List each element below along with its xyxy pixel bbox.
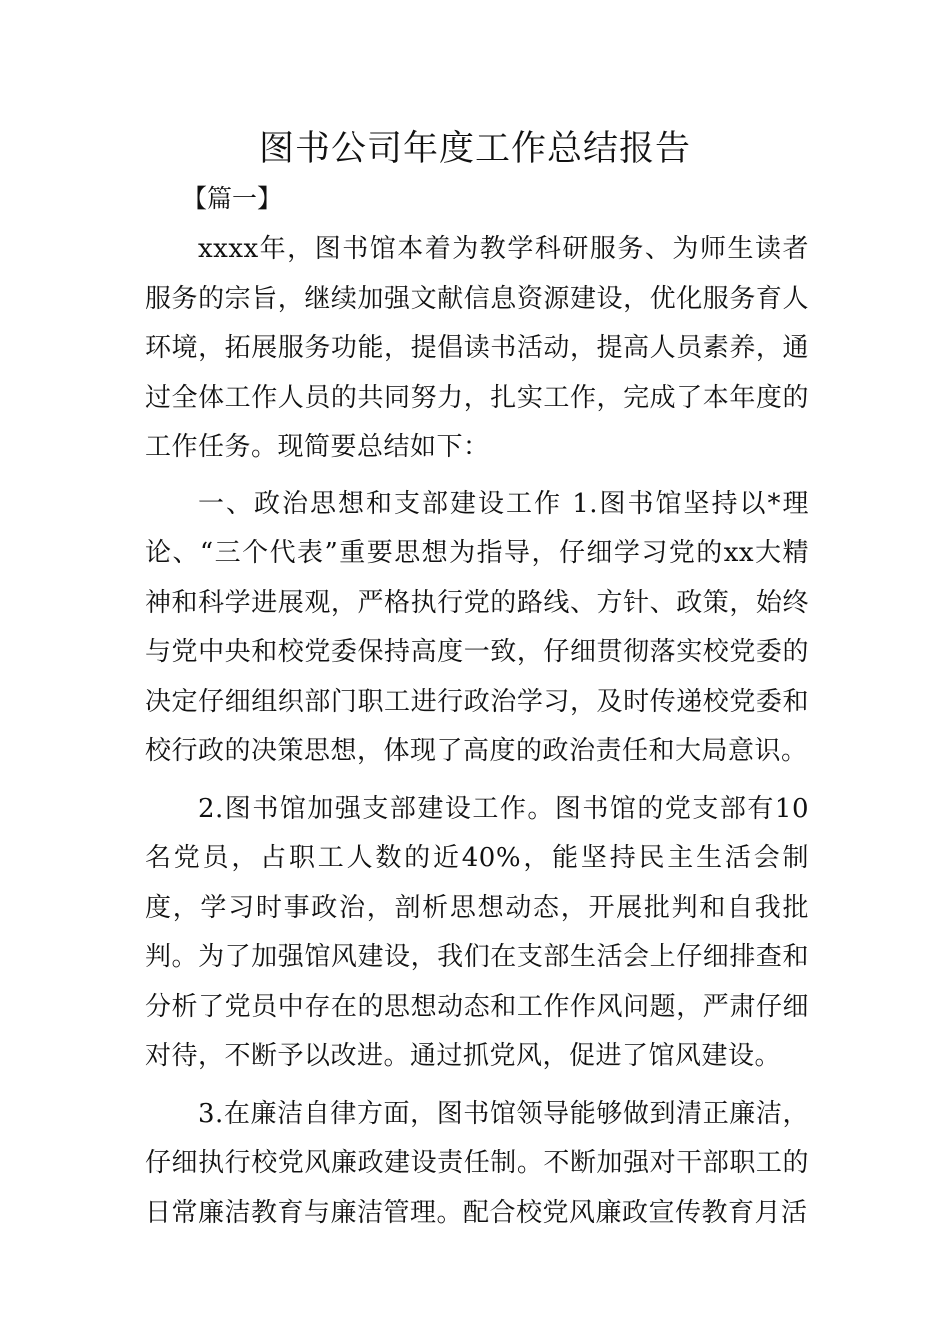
document-title: 图书公司年度工作总结报告 (258, 129, 691, 169)
paragraph-intro: xxxx年，图书馆本着为教学科研服务、为师生读者服务的宗旨，继续加强文献信息资源建设，优化服务育人环境，拓展服务功能，提倡读书活动，提高人员素养，通过全体工作人员的共同努力，扎实工作，完成了本年度的工作任务。现简要总结如下： (145, 234, 809, 462)
paragraph-branch-building: 2.图书馆加强支部建设工作。图书馆的党支部有10名党员，占职工人数的近40%，能坚持民主生活会制度，学习时事政治，剖析思想动态，开展批判和自我批判。为了加强馆风建设，我们在支部生活会上仔细排查和分析了党员中存在的思想动态和工作作风问题，严肃仔细对待，不断予以改进。通过抓党风，促进了馆风建设。 (145, 793, 809, 1071)
paragraph-integrity: 3.在廉洁自律方面，图书馆领导能够做到清正廉洁，仔细执行校党风廉政建设责任制。不断加强对干部职工的日常廉洁教育与廉洁管理。配合校党风廉政宣传教育月活 (145, 1098, 809, 1228)
paragraph-political-work: 一、政治思想和支部建设工作 1.图书馆坚持以*理论、“三个代表”重要思想为指导，仔细学习党的xx大精神和科学进展观，严格执行党的路线、方针、政策，始终与党中央和校党委保持高度一致，仔细贯彻落实校党委的决定仔细组织部门职工进行政治学习，及时传递校党委和校行政的决策思想，体现了高度的政治责任和大局意识。 (145, 488, 809, 766)
document-body (145, 225, 809, 1238)
section-label: 【篇一】 (182, 184, 283, 213)
